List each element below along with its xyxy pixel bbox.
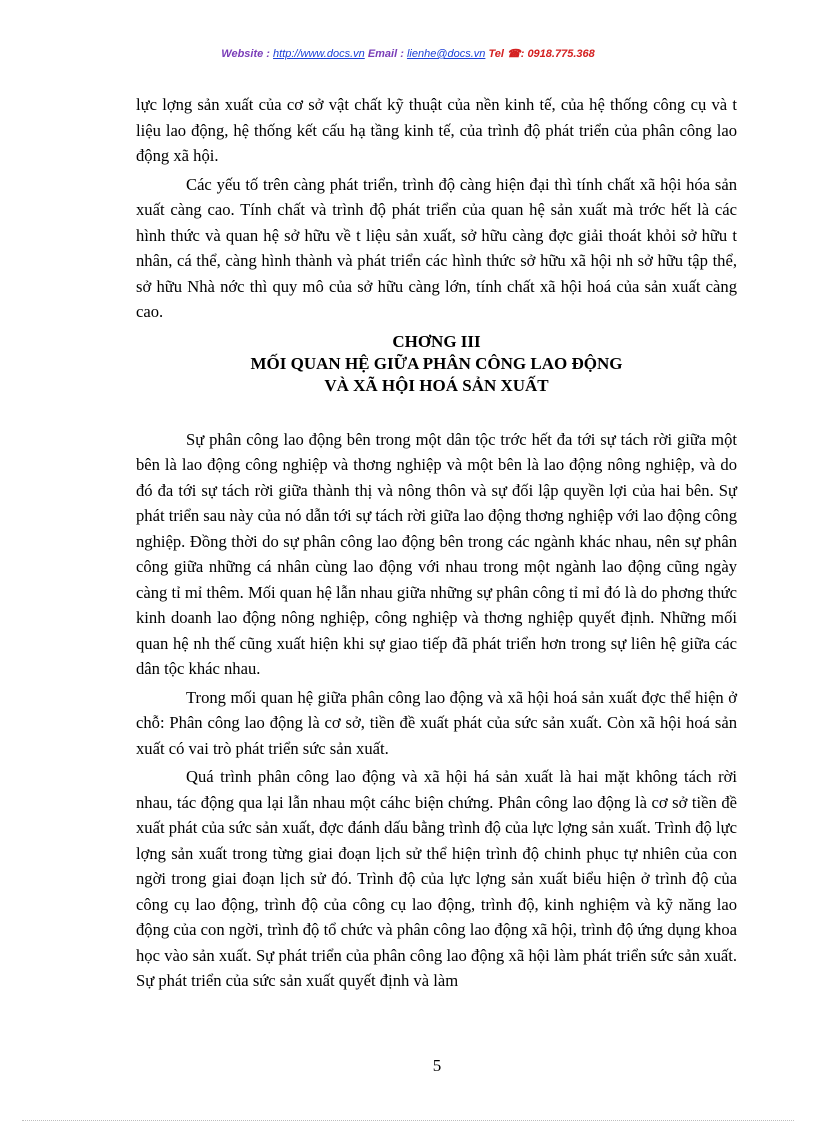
chapter-title-line-2: VÀ XÃ HỘI HOÁ SẢN XUẤT [324, 375, 549, 395]
page-body [136, 92, 737, 994]
tel-value: : 0918.775.368 [520, 48, 595, 60]
paragraph: lực lợng sản xuất của cơ sở vật chất kỹ thuật của nền kinh tế, của hệ thống công cụ và t liệu lao động, hệ thống kết cấu hạ tầng kinh tế, của trình độ phát triển của phân công lao động xã hội. [136, 95, 737, 165]
phone-icon: ☎ [507, 48, 521, 60]
page-header [0, 47, 816, 60]
paragraph: Quá trình phân công lao động và xã hội há sản xuất là hai mặt không tách rời nhau, tác động qua lại lẫn nhau một cáhc biện chứng. Phân công lao động là cơ sở tiền đề xuất phát của sức sản xuất, đợc đánh dấu bằng trình độ của lực lợng sản xuất. Trình độ lực lợng sản xuất trong từng giai đoạn lịch sử thể hiện trình độ chinh phục tự nhiên của con ngời trong giai đoạn lịch sử đó. Trình độ của lực lợng sản xuất biểu hiện ở trình độ của công cụ lao động, trình độ của công cụ lao động, trình độ, kinh nghiệm và kỹ năng lao động của con ngời, trình độ tổ chức và phân công lao động xã hội, trình độ ứng dụng khoa học vào sản xuất. Sự phát triển của phân công lao động xã hội làm phát triển sức sản xuất. Sự phát triển của sức sản xuất quyết định và làm [136, 767, 737, 990]
page-bottom-rule [22, 1120, 794, 1121]
chapter-title-line-1: MỐI QUAN HỆ GIỮA PHÂN CÔNG LAO ĐỘNG [250, 353, 623, 373]
paragraph: Các yếu tố trên càng phát triển, trình độ càng hiện đại thì tính chất xã hội hóa sản xuất càng cao. Tính chất và trình độ phát triển của quan hệ sản xuất mà trớc hết là các hình thức và quan hệ sở hữu về t liệu sản xuất, sở hữu càng đợc giải thoát khỏi sở hữu t nhân, cá thể, càng hình thành và phát triển các hình thức sở hữu xã hội nh sở hữu tập thể, sở hữu Nhà nớc thì quy mô của sở hữu càng lớn, tính chất xã hội hoá của sản xuất càng cao. [136, 174, 737, 321]
chapter-number: CHƠNG III [392, 331, 481, 351]
paragraph: Sự phân công lao động bên trong một dân tộc trớc hết đa tới sự tách rời giữa một bên là lao động công nghiệp và thơng nghiệp và một bên là lao động nông nghiệp, và do đó đa tới sự tách rời giữa thành thị và nông thôn và sự đối lập quyền lợi của hai bên. Sự phát triển sau này của nó dẫn tới sự tách rời giữa lao động thơng nghiệp với lao động công nghiệp. Đồng thời do sự phân công lao động bên trong các ngành khác nhau, nên sự phân công giữa những cá nhân cùng lao động với nhau trong một ngành lao động cũng ngày càng tỉ mỉ thêm. Mối quan hệ lẫn nhau giữa những sự phân công tỉ mỉ đó là do phơng thức kinh doanh lao động nông nghiệp, công nghiệp và thơng nghiệp quyết định. Những mối quan hệ nh thế cũng xuất hiện khi sự giao tiếp đã phát triển hơn trong sự liên hệ giữa các dân tộc khác nhau. [136, 429, 738, 678]
page-number: 5 [432, 1056, 442, 1075]
tel-label: Tel [488, 48, 504, 60]
email-label: Email : [367, 48, 404, 60]
chapter-heading [136, 331, 737, 397]
email-link[interactable]: lienhe@docs.vn [406, 48, 486, 60]
website-link[interactable]: http://www.docs.vn [273, 48, 365, 60]
paragraph: Trong mối quan hệ giữa phân công lao động và xã hội hoá sản xuất đợc thể hiện ở chỗ: Phân công lao động là cơ sở, tiền đề xuất phát của sức sản xuất. Còn xã hội hoá sản xuất có vai trò phát triển sức sản xuất. [136, 687, 737, 758]
website-label: Website : [221, 48, 270, 60]
